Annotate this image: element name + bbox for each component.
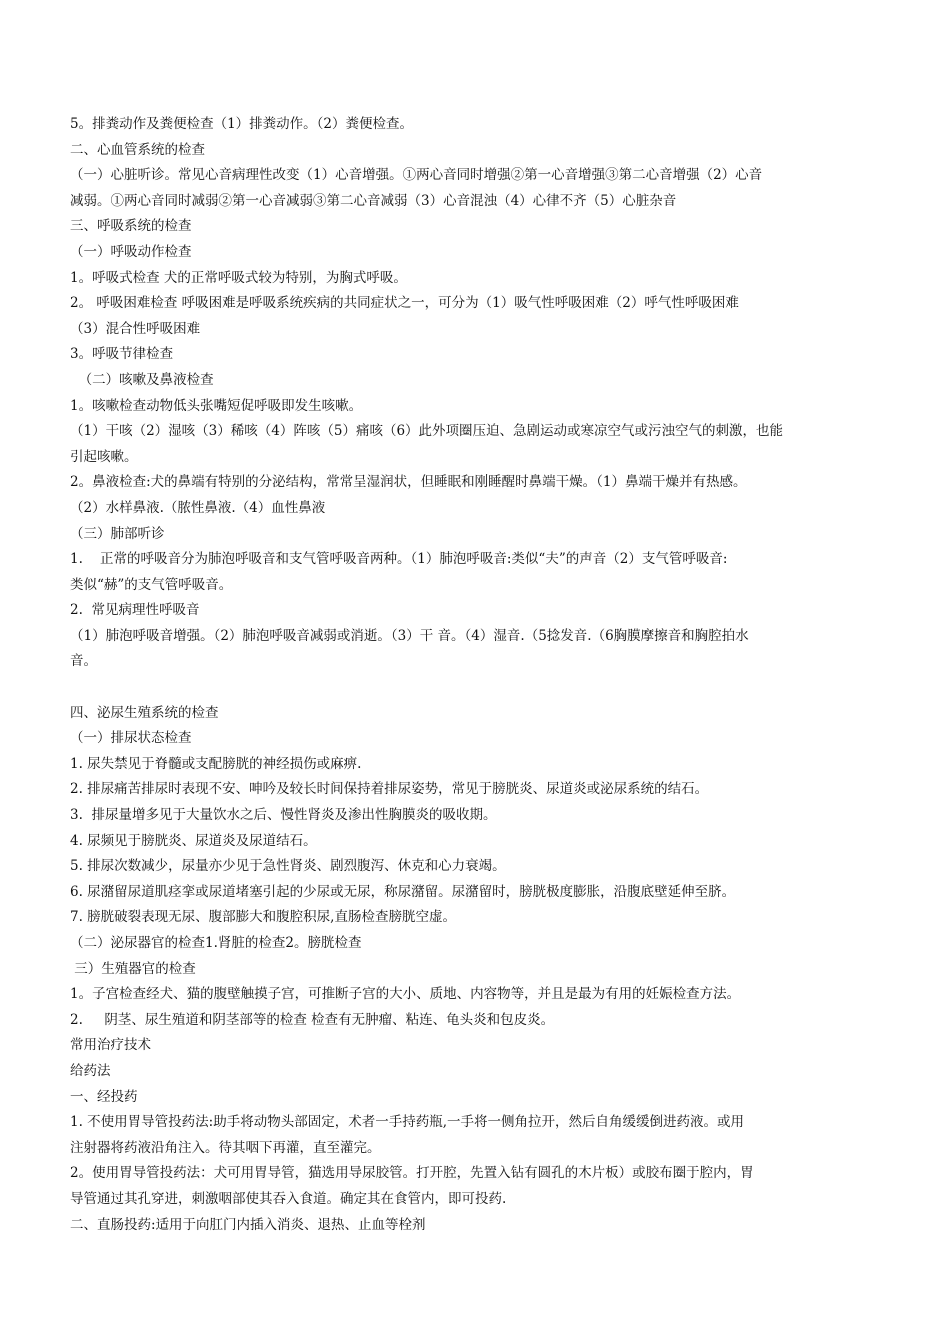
section-heading: 三、呼吸系统的检查: [70, 218, 192, 235]
section-heading: 一、经投药: [70, 1088, 138, 1105]
text-line: 类似“赫”的支气管呼吸音。: [70, 576, 233, 593]
subsection-heading: （二）泌尿器官的检查1.肾脏的检查2。膀胱检查: [70, 935, 362, 951]
text-line: 音。: [70, 653, 97, 670]
subsection-heading: （三）肺部听诊: [70, 525, 165, 542]
text-line: 2。 呼吸困难检查 呼吸困难是呼吸系统疾病的共同症状之一，可分为（1）吸气性呼吸困难（2）呼气性呼吸困难: [70, 295, 739, 312]
text-line: 1。咳嗽检查动物低头张嘴短促呼吸即发生咳嗽。: [70, 397, 363, 414]
text-line: 减弱。①两心音同时减弱②第一心音减弱③第二心音减弱（3）心音混浊（4）心律不齐（5）心脏杂音: [70, 192, 677, 209]
text-line: 2. 阴茎、尿生殖道和阴茎部等的检查 检查有无肿瘤、粘连、龟头炎和包皮炎。: [70, 1011, 555, 1028]
text-line: 4. 尿频见于膀胱炎、尿道炎及尿道结石。: [70, 832, 317, 849]
text-line: 6. 尿潴留尿道肌痉挛或尿道堵塞引起的少尿或无尿，称尿潴留。尿潴留时，膀胱极度膨胀，沿腹底壁延伸至脐。: [70, 883, 736, 900]
text-line: （一）心脏听诊。常见心音病理性改变（1）心音增强。①两心音同时增强②第一心音增强③第二心音增强（2）心音: [70, 167, 763, 184]
text-line: 5. 排尿次数减少，尿量亦少见于急性肾炎、剧烈腹泻、休克和心力衰竭。: [70, 858, 506, 875]
text-line: 3。呼吸节律检查: [70, 346, 174, 363]
text-line: （2）水样鼻液.（脓性鼻液.（4）血性鼻液: [70, 499, 326, 516]
text-line: 7. 膀胱破裂表现无尿、腹部膨大和腹腔积尿,直肠检查膀胱空虚。: [70, 909, 456, 926]
text-line: 1. 尿失禁见于脊髓或支配膀胱的神经损伤或麻痹.: [70, 755, 362, 772]
text-line: 1。子宫检查经犬、猫的腹壁触摸子宫，可推断子宫的大小、质地、内容物等，并且是最为有用的妊娠检查方法。: [70, 986, 741, 1003]
text-line: （1）干咳（2）湿咳（3）稀咳（4）阵咳（5）痛咳（6）此外项圈压迫、急剧运动或寒凉空气或污浊空气的刺激，也能: [70, 423, 784, 440]
text-line: 2. 排尿痛苦排尿时表现不安、呻吟及较长时间保持着排尿姿势，常见于膀胱炎、尿道炎或泌尿系统的结石。: [70, 781, 709, 798]
section-heading: 四、泌尿生殖系统的检查: [70, 704, 219, 721]
chapter-heading: 给药法: [70, 1062, 111, 1079]
text-line: 导管通过其孔穿进，刺激咽部使其吞入食道。确定其在食管内，即可投药.: [70, 1190, 507, 1207]
section-heading: 二、直肠投药:适用于向肛门内插入消炎、退热、止血等栓剂: [70, 1216, 426, 1233]
text-line: 1。呼吸式检查 犬的正常呼吸式较为特别，为胸式呼吸。: [70, 269, 407, 286]
text-line: （1）肺泡呼吸音增强。（2）肺泡呼吸音减弱或消逝。（3）干 音。（4）湿音.（5捻发音.（6胸膜摩擦音和胸腔拍水: [70, 627, 749, 644]
text-line: 2。鼻液检查:犬的鼻端有特别的分泌结构，常常呈湿润状，但睡眠和刚睡醒时鼻端干燥。（1）鼻端干燥并有热感。: [70, 474, 747, 491]
text-line: 3. 排尿量增多见于大量饮水之后、慢性肾炎及渗出性胸膜炎的吸收期。: [70, 807, 497, 824]
subsection-heading: （一）排尿状态检查: [70, 730, 192, 747]
text-line: 2. 常见病理性呼吸音: [70, 602, 200, 619]
chapter-heading: 常用治疗技术: [70, 1037, 151, 1054]
text-line: 引起咳嗽。: [70, 448, 138, 465]
section-heading: 二、心血管系统的检查: [70, 141, 205, 158]
text-line: 1. 不使用胃导管投药法:助手将动物头部固定，术者一手持药瓶,一手将一侧角拉开，然后自角缓缓倒进药液。或用: [70, 1114, 745, 1131]
text-line: （3）混合性呼吸困难: [70, 320, 201, 337]
subsection-heading: 三）生殖器官的检查: [70, 960, 196, 977]
blank-line: [70, 675, 890, 701]
subsection-heading: （一）呼吸动作检查: [70, 243, 192, 260]
text-line: 2。使用胃导管投药法：犬可用胃导管，猫选用导尿胶管。打开腔，先置入钻有圆孔的木片板）或胶布圈于腔内，胃: [70, 1165, 754, 1182]
text-line: 注射器将药液沿角注入。待其咽下再灌，直至灌完。: [70, 1139, 381, 1156]
text-line: 5。排粪动作及粪便检查（1）排粪动作。（2）粪便检查。: [70, 116, 414, 132]
text-line: 1. 正常的呼吸音分为肺泡呼吸音和支气管呼吸音两种。（1）肺泡呼吸音:类似“夫”的声音（2）支气管呼吸音:: [70, 551, 728, 568]
document-body: [70, 112, 890, 1238]
subsection-heading: （二）咳嗽及鼻液检查: [70, 371, 214, 388]
